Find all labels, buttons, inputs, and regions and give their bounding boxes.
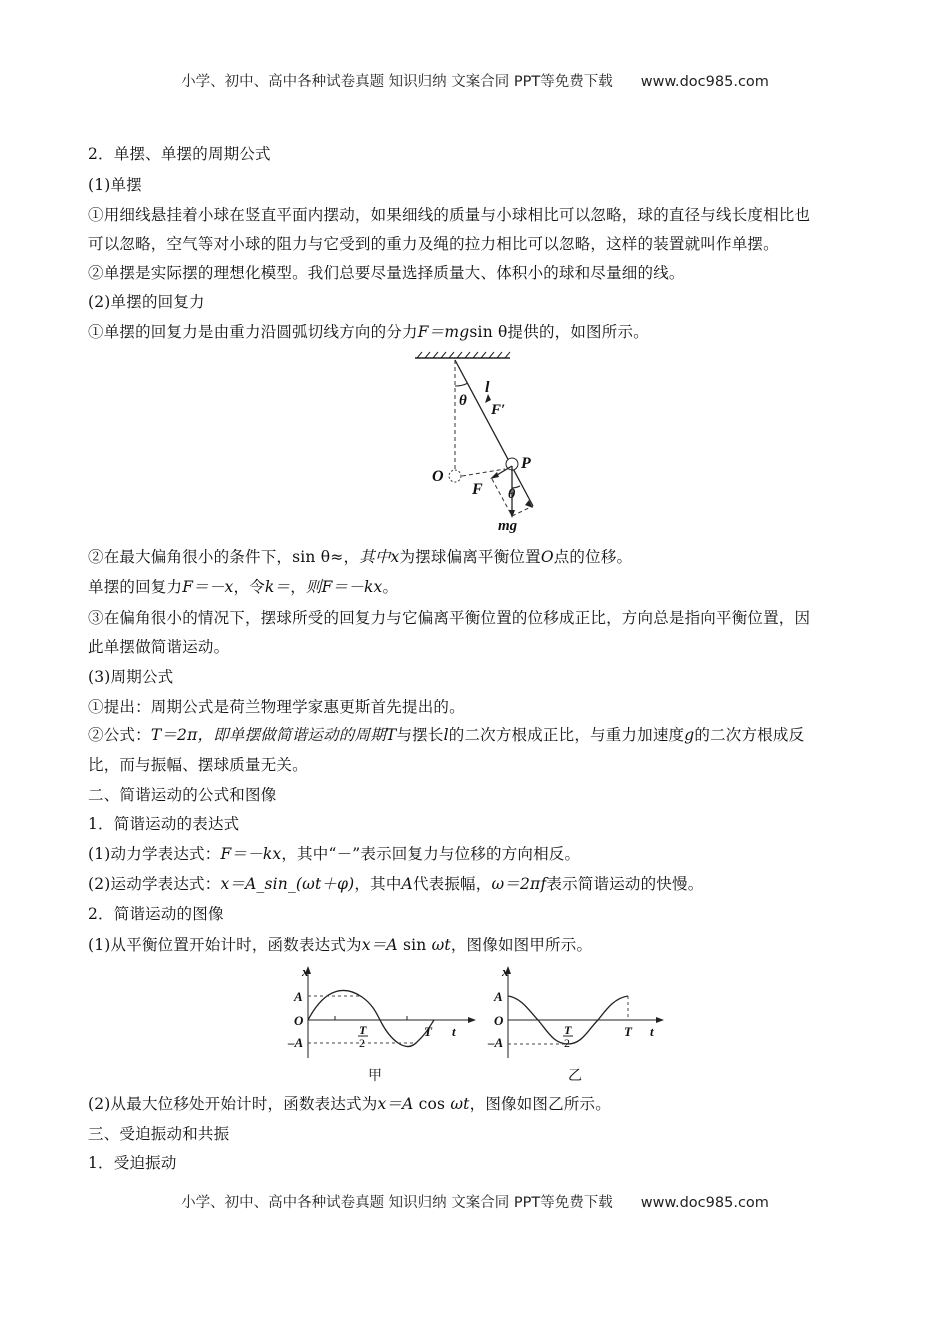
text: 的二次方根成正比，与重力加速度 bbox=[448, 726, 685, 744]
footer-text: 小学、初中、高中各种试卷真题 知识归纳 文案合同 PPT等免费下载 bbox=[181, 1195, 613, 1211]
text: 。 bbox=[382, 578, 399, 596]
svg-text:T: T bbox=[564, 1023, 572, 1037]
text: ，图像如图乙所示。 bbox=[469, 1095, 611, 1113]
formula: x＝A bbox=[361, 936, 398, 954]
arc-path bbox=[462, 469, 505, 476]
paragraph-line bbox=[88, 725, 804, 745]
paragraph-line bbox=[88, 844, 580, 864]
formula: k＝ bbox=[264, 578, 291, 596]
subheading: (3)周期公式 bbox=[88, 668, 174, 686]
caption-yi: 乙 bbox=[568, 1069, 582, 1084]
paragraph-line: ③在偏角很小的情况下，摆球所受的回复力与它偏离平衡位置的位移成正比，方向总是指向平衡位置，因 bbox=[88, 609, 811, 627]
label-f-prime: F′ bbox=[491, 402, 506, 418]
pendulum-diagram bbox=[405, 348, 555, 533]
svg-text:x: x bbox=[302, 964, 309, 979]
svg-text:T: T bbox=[624, 1024, 632, 1039]
text: 代表振幅， bbox=[412, 875, 492, 893]
paragraph-line: ②单摆是实际摆的理想化模型。我们总要尽量选择质量大、体积小的球和尽量细的线。 bbox=[88, 264, 685, 282]
paragraph-line: ①提出：周期公式是荷兰物理学家惠更斯首先提出的。 bbox=[88, 698, 465, 716]
formula: ω＝2πf bbox=[491, 875, 547, 893]
label-o: O bbox=[432, 468, 444, 485]
formula: x＝A bbox=[377, 1095, 414, 1113]
svg-text:–A: –A bbox=[488, 1035, 504, 1050]
text: ②在最大偏角很小的条件下，sin θ≈， bbox=[88, 548, 360, 566]
formula: cos bbox=[413, 1095, 451, 1113]
paragraph-line bbox=[88, 874, 703, 894]
svg-text:A: A bbox=[494, 989, 503, 1004]
paragraph-line bbox=[88, 577, 398, 597]
text: ，令 bbox=[233, 578, 265, 596]
shm-graphs bbox=[290, 962, 660, 1087]
svg-text:T: T bbox=[359, 1023, 367, 1037]
formula: F＝－x bbox=[182, 578, 234, 596]
svg-text:O: O bbox=[294, 1013, 304, 1028]
paragraph-line bbox=[88, 935, 592, 955]
formula: F＝mg bbox=[417, 323, 470, 341]
footer-url[interactable]: www.doc985.com bbox=[640, 1195, 769, 1211]
label-p: P bbox=[521, 455, 531, 472]
text: 为摆球偏离平衡位置 bbox=[399, 548, 541, 566]
theta-arc bbox=[455, 383, 468, 386]
section-heading: 二、简谐运动的公式和图像 bbox=[88, 786, 277, 804]
formula: l bbox=[443, 726, 449, 744]
text: ②公式： bbox=[88, 726, 151, 744]
paragraph-line bbox=[88, 547, 632, 567]
formula: g bbox=[684, 726, 695, 744]
formula: T＝2π，即单摆做简谐运动的周期T bbox=[150, 726, 397, 744]
header-text: 小学、初中、高中各种试卷真题 知识归纳 文案合同 PPT等免费下载 bbox=[181, 74, 613, 90]
svg-text:2: 2 bbox=[564, 1036, 570, 1050]
text: (2)从最大位移处开始计时，函数表达式为 bbox=[88, 1095, 378, 1113]
ceiling-hatch bbox=[417, 352, 510, 358]
graph-yi bbox=[487, 964, 664, 1084]
text: 其中x bbox=[359, 548, 400, 566]
equilibrium-ball bbox=[449, 470, 461, 482]
label-theta: θ bbox=[459, 393, 467, 409]
formula: F＝－kx bbox=[220, 845, 282, 863]
text: 的二次方根成反 bbox=[694, 726, 805, 744]
string bbox=[455, 360, 533, 506]
label-mg: mg bbox=[498, 518, 518, 534]
svg-text:O: O bbox=[494, 1013, 504, 1028]
paragraph-line: 此单摆做简谐运动。 bbox=[88, 638, 230, 656]
graph-jia bbox=[287, 964, 476, 1084]
subheading: 2．简谐运动的图像 bbox=[88, 905, 224, 923]
text: 与摆长 bbox=[396, 726, 444, 744]
svg-text:2: 2 bbox=[359, 1036, 365, 1050]
caption-jia: 甲 bbox=[368, 1069, 382, 1084]
sine-curve bbox=[308, 990, 434, 1046]
paragraph-line bbox=[88, 322, 649, 342]
subheading: 1．受迫振动 bbox=[88, 1154, 177, 1172]
text: 点的位移。 bbox=[553, 548, 633, 566]
svg-text:–A: –A bbox=[288, 1035, 304, 1050]
label-f: F bbox=[472, 481, 483, 498]
paragraph-line bbox=[88, 1094, 611, 1114]
subheading: (1)单摆 bbox=[88, 176, 142, 194]
formula: x＝A_sin_(ωt＋φ) bbox=[220, 875, 355, 893]
subheading: 1．简谐运动的表达式 bbox=[88, 815, 240, 833]
paragraph-line: 可以忽略，空气等对小球的阻力与它受到的重力及绳的拉力相比可以忽略，这样的装置就叫作单摆。 bbox=[88, 235, 779, 253]
svg-text:A: A bbox=[294, 989, 303, 1004]
formula: 则F＝－kx bbox=[305, 578, 383, 596]
label-l: l bbox=[485, 379, 490, 396]
formula: ωt bbox=[431, 936, 451, 954]
page-footer bbox=[0, 1191, 950, 1212]
section-heading: 三、受迫振动和共振 bbox=[88, 1125, 230, 1143]
svg-text:t: t bbox=[452, 1024, 456, 1039]
text: 表示简谐运动的快慢。 bbox=[546, 875, 704, 893]
formula: ωt bbox=[450, 1095, 470, 1113]
section-heading: 2．单摆、单摆的周期公式 bbox=[88, 145, 271, 163]
paragraph-line: 比，而与振幅、摆球质量无关。 bbox=[88, 756, 308, 774]
text: 提供的，如图所示。 bbox=[507, 323, 649, 341]
text: ，其中“－”表示回复力与位移的方向相反。 bbox=[281, 845, 581, 863]
text: (1)动力学表达式： bbox=[88, 845, 221, 863]
svg-text:T: T bbox=[424, 1024, 432, 1039]
svg-text:x: x bbox=[502, 964, 509, 979]
formula: A bbox=[401, 875, 413, 893]
text: 单摆的回复力 bbox=[88, 578, 183, 596]
text: (1)从平衡位置开始计时，函数表达式为 bbox=[88, 936, 362, 954]
text: ， bbox=[290, 578, 306, 596]
label-theta-2: θ bbox=[508, 487, 516, 502]
text: O bbox=[540, 548, 554, 566]
text: ，其中 bbox=[354, 875, 402, 893]
formula: sin bbox=[397, 936, 432, 954]
text: (2)运动学表达式： bbox=[88, 875, 221, 893]
svg-text:t: t bbox=[650, 1024, 654, 1039]
text: ①单摆的回复力是由重力沿圆弧切线方向的分力 bbox=[88, 323, 418, 341]
subheading: (2)单摆的回复力 bbox=[88, 293, 205, 311]
formula: sin θ bbox=[469, 323, 508, 341]
paragraph-line: ①用细线悬挂着小球在竖直平面内摆动，如果细线的质量与小球相比可以忽略，球的直径与线长度相比也 bbox=[88, 206, 811, 224]
page-header bbox=[0, 70, 950, 91]
header-url[interactable]: www.doc985.com bbox=[640, 74, 769, 90]
text: ，图像如图甲所示。 bbox=[450, 936, 593, 954]
